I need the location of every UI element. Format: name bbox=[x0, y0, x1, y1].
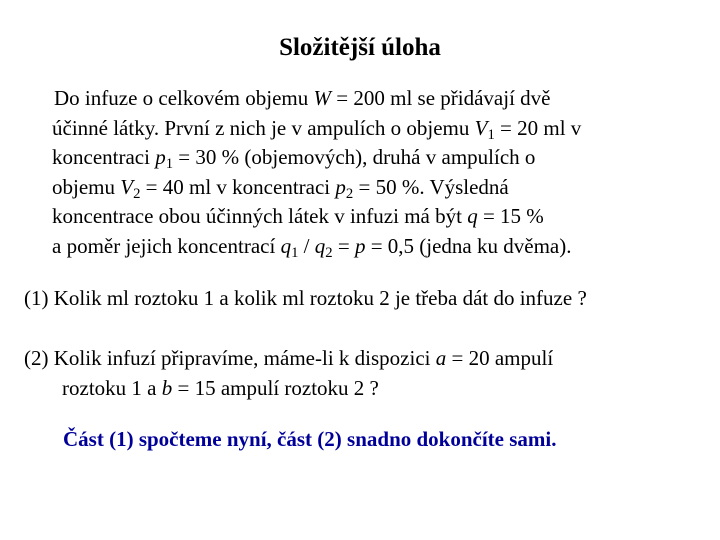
statement-line-1: Do infuze o celkovém objemu W = 200 ml se přidávají dvě bbox=[54, 86, 551, 110]
question-2-line-2: roztoku 1 a b = 15 ampulí roztoku 2 ? bbox=[62, 376, 379, 400]
statement-line-5: koncentrace obou účinných látek v infuzi má být q = 15 % bbox=[52, 204, 544, 228]
question-2-line-1: (2) Kolik infuzí připravíme, máme-li k dispozici a = 20 ampulí bbox=[24, 346, 554, 370]
problem-statement bbox=[52, 84, 682, 261]
slide-title: Složitější úloha bbox=[279, 34, 441, 61]
statement-line-6: a poměr jejich koncentrací $q_1 / q_2 = p = 0,5$ (jedna ku dvěma). bbox=[52, 233, 572, 261]
statement-line-2: účinné látky. První z nich je v ampulích o objemu $V_1 = 20$ ml v bbox=[52, 115, 582, 143]
statement-line-3: koncentraci $p_1 = 30$ % (objemových), druhá v ampulích o bbox=[52, 145, 536, 173]
question-1: (1) Kolik ml roztoku 1 a kolik ml roztoku 2 je třeba dát do infuze ? bbox=[24, 286, 587, 310]
footer-note: Část (1) spočteme nyní, část (2) snadno dokončíte sami. bbox=[63, 427, 557, 451]
question-2 bbox=[24, 343, 704, 403]
statement-line-4: objemu $V_2 = 40$ ml v koncentraci $p_2 = 50$ %. Výsledná bbox=[52, 174, 509, 202]
